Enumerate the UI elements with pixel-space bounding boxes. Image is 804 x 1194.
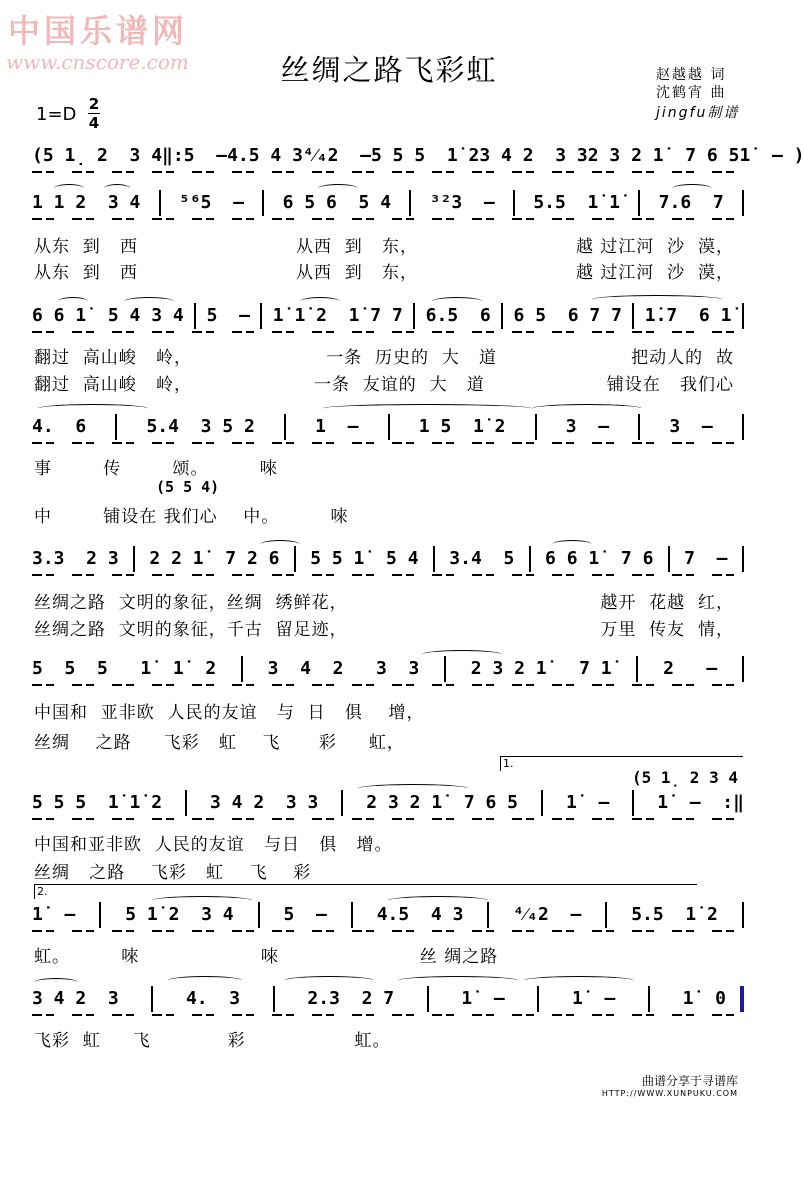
lyric-line [34,698,734,723]
barline [541,790,543,816]
measure: 4. 3 [185,988,241,1009]
measure: ⁵⁶5 – [179,192,245,213]
music-row-2 [32,190,744,224]
slur [532,404,642,413]
slur [284,976,374,985]
barline [605,902,607,928]
lyric-text: 丝绸 之路 飞彩 虹 飞 彩 虹， [34,733,405,753]
measure: 4. 6 [32,416,87,437]
lyric-text: 从东 到 西 [34,237,139,257]
measure: 6 6 1̇ 5 4 3 4 [32,305,184,326]
watermark-url: www.cnscore.com [6,50,189,74]
barline [632,303,634,329]
lyric-line [34,942,734,967]
measure: 1̇ – [571,988,616,1009]
repeat-intro-notes: (5 1̣ 2 3 4 [632,768,738,787]
beam-underline [32,930,744,932]
key-signature: 1=D [36,104,77,125]
barline [185,790,187,816]
barline [742,902,744,928]
measure: 7 – [684,548,728,569]
lyric-text: 一条 友谊的 大 道 [313,375,485,395]
measure: 1̇ 0 [682,988,726,1009]
measure: 6 6 1̇ 7 6 [545,548,654,569]
measure: 5 1̇ 2 3 4 [125,904,234,925]
lyric-text: 事 传 颂。 唻 [34,459,278,479]
measure: 3 4 2 3 [32,988,119,1009]
lyric-line [34,502,734,527]
barline [388,414,390,440]
beam-underline [32,574,744,576]
barline [632,790,634,816]
measure: 3.3 2 3 [32,548,119,569]
barline [273,986,275,1012]
measure: 4.5 4 3 [376,904,464,925]
measure: 1̇ 1̇ 2 1̇ 7 7 [272,305,403,326]
footer-source: 曲谱分享于寻谱库 [641,1074,738,1088]
lyric-text: 翻过 高山峻 岭， [34,375,193,395]
barline [501,303,503,329]
barline [742,656,744,682]
slur [398,976,518,985]
lyric-text: 虹。 唻 唻 丝 绸之路 [34,947,499,967]
arranger-credit: jingfu制谱 [656,105,740,121]
measure: 3 4 2 3 3 [479,145,588,166]
lyric-text: 从西 到 东， [295,237,419,257]
lyric-text: 翻过 高山峻 岭， [34,348,193,368]
slur [38,404,148,413]
beam-underline [32,331,744,333]
barline [341,790,343,816]
measure: 1̇ – [461,988,505,1009]
lyric-text: 越 过江河 沙 漠， [575,263,734,283]
barline [742,546,744,572]
barline [258,902,260,928]
measure: ⁴⁄₄2 – [302,145,371,166]
barline [115,414,117,440]
lyric-line [34,454,734,479]
barline [413,303,415,329]
barline [409,190,411,216]
barline [351,902,353,928]
barline [513,190,515,216]
lyric-text: 丝绸 之路 飞彩 虹 飞 彩 [34,863,312,883]
measure: 5 – [206,305,250,326]
measure: 5.4 3 5 2 [146,416,255,437]
measure: 6.5 6 [425,305,491,326]
lyric-line [34,830,734,855]
measure: (5 1̣ 2 3 4 [32,145,163,166]
barline [636,656,638,682]
music-row-3 [32,303,744,337]
barline [742,190,744,216]
measure: 7.6 7 [658,192,724,213]
barline [194,303,196,329]
measure: 5 – [283,904,327,925]
time-signature [88,96,100,131]
measure: 1 – [315,416,359,437]
measure: ³²3 – [429,192,495,213]
beam-underline [32,818,744,820]
measure: ‖:5 – [162,145,228,166]
barline [638,414,640,440]
measure: 2 3 2 1̇ 7 1̇ [470,658,612,679]
lyric-text: 从西 到 东， [295,263,419,283]
barline [487,902,489,928]
measure: 5 5 1̇ 5 4 [310,548,419,569]
measure: 1̇ – :‖ [657,792,744,813]
barline [284,414,286,440]
measure: 3 4 2 3 3 [267,658,420,679]
measure: 2 3 2 1̇ 7 6 5 [587,145,740,166]
lyric-text: 丝绸之路 文明的象征，千古 留足迹， [34,620,348,640]
measure: 1̇ – [32,904,76,925]
barline [742,303,744,329]
barline [133,546,135,572]
measure: 5.5 1̇ 2 [631,904,718,925]
measure: ⁴⁄₄2 – [513,904,582,925]
measure: 1̇ – [565,792,610,813]
measure: 2 3 2 1̇ 7 6 5 [366,792,519,813]
barline [537,986,539,1012]
measure: 5.5 1̇ 1̇ [533,192,621,213]
lyric-text: 越 过江河 沙 漠， [575,237,734,257]
slur [322,404,532,413]
lyric-line [34,588,734,613]
composer-credit: 沈鹤宵 曲 [656,85,727,101]
measure: 2 2 1̇ 7 2 6 [149,548,280,569]
measure: 3 4 2 3 3 [209,792,319,813]
lyric-text: 飞彩 虹 飞 彩 虹。 [34,1031,391,1051]
barline [742,414,744,440]
lyric-line [34,232,734,257]
barline [262,190,264,216]
measure: 2 – [663,658,718,679]
lyric-line [34,258,734,283]
music-row-7 [32,790,744,824]
music-row-5 [32,546,744,580]
measure: 5 5 5 1̇ 1̇ 2 [32,792,163,813]
song-title: 丝绸之路飞彩虹 [280,53,498,87]
measure: 3 – [565,416,610,437]
time-signature-top: 2 [88,95,100,113]
measure: 1̇ – ) [739,145,804,166]
inset-notes: (5 5 4) [156,478,220,496]
measure: 1̇.7 6 1̇ [644,305,732,326]
lyric-line [34,370,734,395]
barline [444,656,446,682]
barline [294,546,296,572]
measure: 6 5 6 7 7 [513,305,622,326]
barline [638,190,640,216]
barline [535,414,537,440]
music-row-8 [32,902,744,936]
measure: 3.4 5 [449,548,515,569]
barline [433,546,435,572]
lyric-text: 中 铺设在 我们心 中。 唻 [34,507,349,527]
beam-underline [32,1014,744,1016]
music-row-4 [32,414,744,448]
lyric-line [34,343,734,368]
lyric-line [34,615,734,640]
lyric-text: 铺设在 我们心 [606,375,734,395]
music-row-6 [32,656,744,690]
lyric-text: 从东 到 西 [34,263,139,283]
barline [427,986,429,1012]
barline [159,190,161,216]
lyric-text: 一条 历史的 大 道 [326,348,498,368]
barline [668,546,670,572]
barline [648,986,650,1012]
footer-url: HTTP://WWW.XUNPUKU.COM [601,1089,738,1098]
measure: 3 – [669,416,713,437]
beam-underline [32,684,744,686]
music-row-9 [32,986,744,1020]
measure: 5 5 5 1̇ 2 [370,145,480,166]
measure: 4.5 4 3 [227,145,303,166]
barline [99,902,101,928]
measure: 1 1 2 3 4 [32,192,141,213]
measure: 6 5 6 5 4 [282,192,392,213]
barline [241,656,243,682]
lyric-text: 越开 花越 红， [600,593,734,613]
lyricist-credit: 赵越越 词 [656,67,727,83]
lyric-text: 万里 传友 情， [600,620,734,640]
beam-underline [32,218,744,220]
volta-second: 2. [34,884,697,899]
lyric-text: 把动人的 故 [631,348,734,368]
barline [260,303,262,329]
final-measure [683,986,744,1012]
slur [524,976,634,985]
lyric-line [34,858,734,883]
beam-underline [32,442,744,444]
watermark-logo: 中国乐谱网 [8,12,189,50]
time-signature-bottom: 4 [88,114,100,132]
lyric-text: 中国和亚非欧 人民的友谊 与日 俱 增。 [34,835,393,855]
final-barline [740,986,744,1012]
measure: 5 5 5 1̇ 1̇ 2 [32,658,217,679]
lyric-line [34,728,734,753]
barline [529,546,531,572]
lyric-text: 中国和 亚非欧 人民的友谊 与 日 俱 增， [34,703,425,723]
beam-underline [32,171,744,173]
measure: 1 5 1̇ 2 [418,416,506,437]
measure: 2.3 2 7 [307,988,395,1009]
lyric-text: 丝绸之路 文明的象征，丝绸 绣鲜花， [34,593,348,613]
lyric-line [34,1026,734,1051]
music-row-1 [32,143,804,177]
barline [151,986,153,1012]
volta-first: 1. [500,756,743,771]
slur [168,976,242,985]
